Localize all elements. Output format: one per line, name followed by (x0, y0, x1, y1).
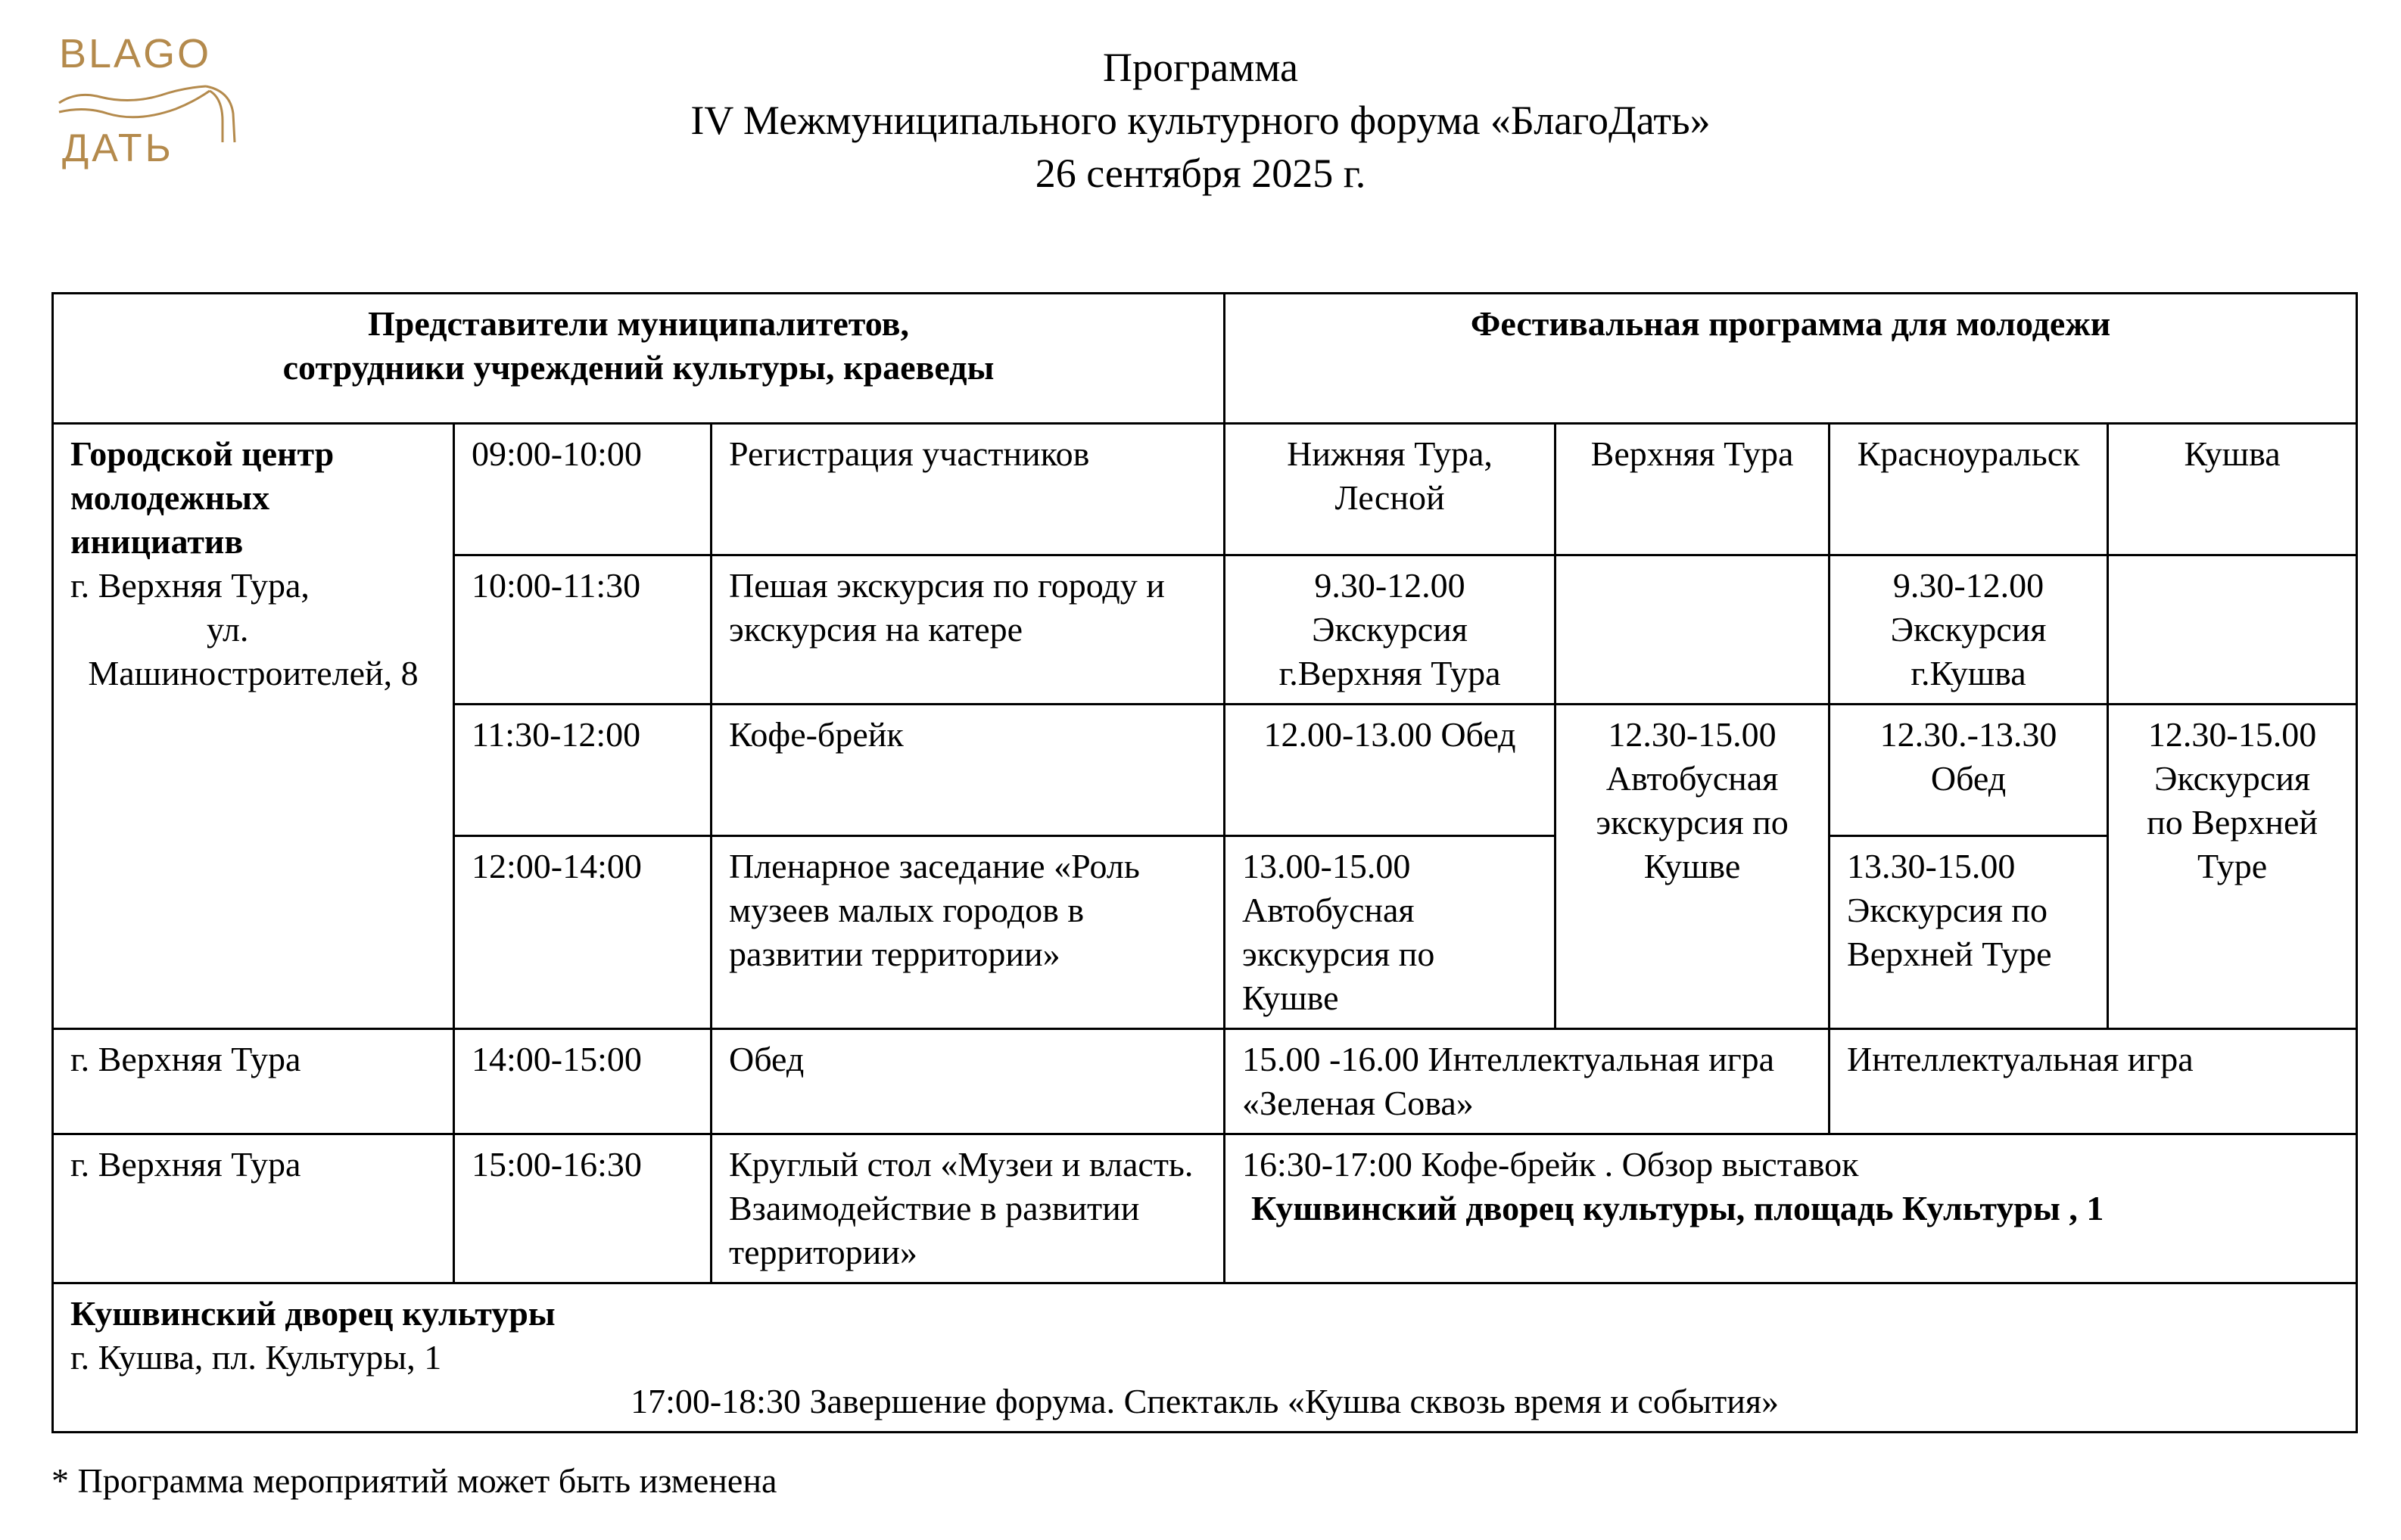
final-row: Кушвинский дворец культуры г. Кушва, пл. Культуры, 1 17:00-18:30 Завершение форума. Спектакль «Кушва сквозь время и события» (53, 1283, 2357, 1433)
venue-cell: Городской центр молодежных инициатив г. Верхняя Тура, ул. Машиностроителей, 8 (53, 424, 454, 1029)
time-cell: 12:00-14:00 (454, 836, 712, 1029)
time-cell: 14:00-15:00 (454, 1029, 712, 1134)
event-cell: Кофе-брейк (712, 705, 1225, 836)
youth-slot: 15.00 -16.00 Интеллектуальная игра «Зеленая Сова» (1225, 1029, 1830, 1134)
time-cell: 15:00-16:30 (454, 1134, 712, 1283)
youth-slot: 12.00-13.00 Обед (1225, 705, 1556, 836)
youth-slot: 13.30-15.00 Экскурсия по Верхней Туре (1830, 836, 2108, 1029)
header-left: Представители муниципалитетов, сотрудники учреждений культуры, краеведы (53, 294, 1225, 424)
program-table (51, 292, 2358, 1433)
youth-slot: 12.30.-13.30 Обед (1830, 705, 2108, 836)
time-cell: 09:00-10:00 (454, 424, 712, 555)
title-line-2: IV Межмуниципального культурного форума «БлагоДать» (690, 98, 1711, 143)
logo-text-blago: BLAGO (59, 31, 212, 76)
youth-slot: 9.30-12.00 Экскурсия г.Верхняя Тура (1225, 555, 1556, 705)
place-cell: г. Верхняя Тура (53, 1134, 454, 1283)
event-cell: Обед (712, 1029, 1225, 1134)
city-header: Кушва (2108, 424, 2357, 555)
youth-slot: 9.30-12.00 Экскурсия г.Кушва (1830, 555, 2108, 705)
youth-slot-empty (2108, 555, 2357, 705)
event-cell: Пешая экскурсия по городу и экскурсия на катере (712, 555, 1225, 705)
city-header: Нижняя Тура, Лесной (1225, 424, 1556, 555)
city-header: Красноуральск (1830, 424, 2108, 555)
time-cell: 10:00-11:30 (454, 555, 712, 705)
time-cell: 11:30-12:00 (454, 705, 712, 836)
header-right: Фестивальная программа для молодежи (1225, 294, 2357, 424)
title-line-1: Программа (1102, 45, 1299, 90)
place-cell: г. Верхняя Тура (53, 1029, 454, 1134)
youth-slot-empty (1556, 555, 1830, 705)
city-header: Верхняя Тура (1556, 424, 1830, 555)
youth-slot: 12.30-15.00 Автобусная экскурсия по Кушве (1556, 705, 1830, 1029)
event-cell: Круглый стол «Музеи и власть. Взаимодействие в развитии территории» (712, 1134, 1225, 1283)
event-cell: Пленарное заседание «Роль музеев малых городов в развитии территории» (712, 836, 1225, 1029)
youth-slot: 12.30-15.00 Экскурсия по Верхней Туре (2108, 705, 2357, 1029)
youth-slot: 13.00-15.00 Автобусная экскурсия по Кушве (1225, 836, 1556, 1029)
logo-text-dat: ДАТЬ (62, 126, 174, 170)
footnote: * Программа мероприятий может быть изменена (51, 1461, 777, 1500)
event-cell: Регистрация участников (712, 424, 1225, 555)
youth-slot: Интеллектуальная игра (1830, 1029, 2357, 1134)
youth-slot: 16:30-17:00 Кофе-брейк . Обзор выставок Кушвинский дворец культуры, площадь Культуры , 1 (1225, 1134, 2357, 1283)
page-title (0, 41, 2401, 200)
title-line-3: 26 сентября 2025 г. (1035, 151, 1366, 196)
